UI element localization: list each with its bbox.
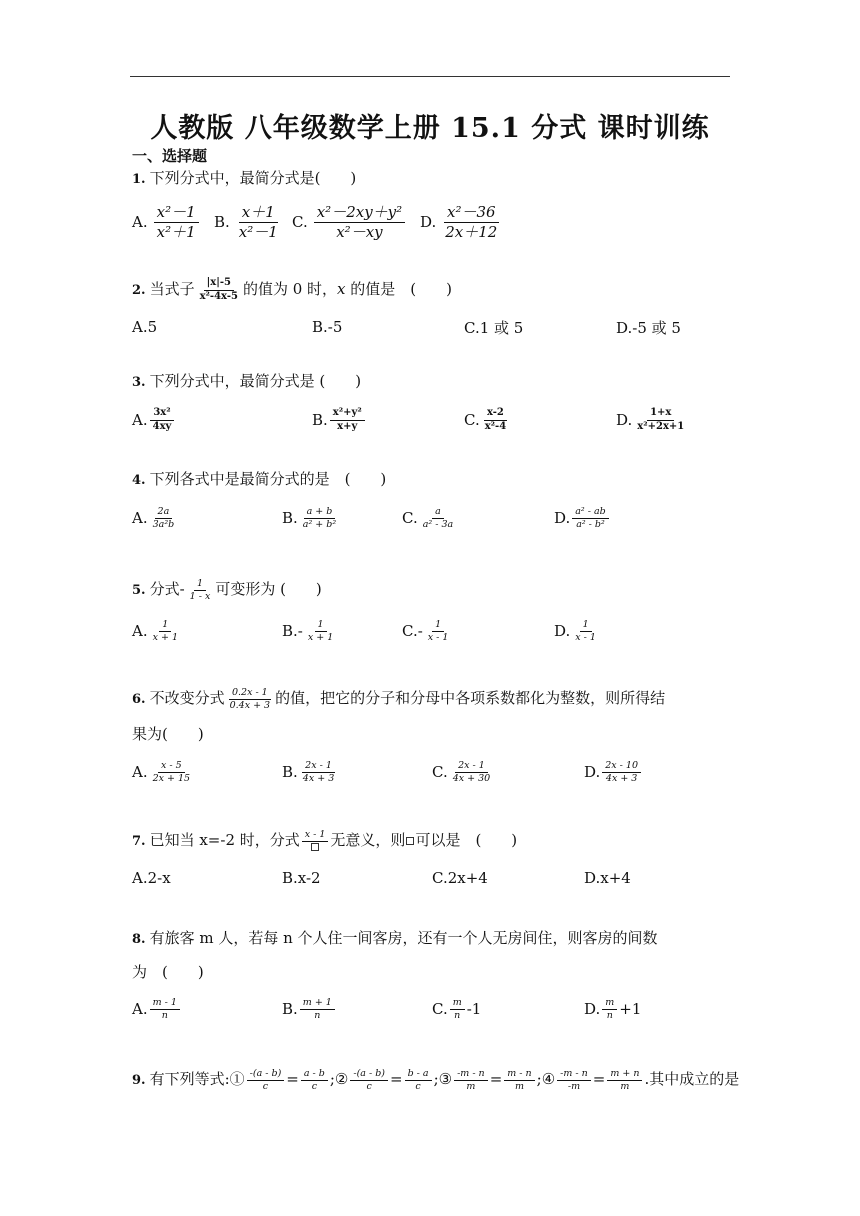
fraction: $\frac{a - b}{c}$ bbox=[301, 1068, 328, 1093]
fraction: $\frac{x+1}{\text{x²－1}}$ bbox=[238, 202, 278, 241]
option-b[interactable]: B. $\frac{x+1}{\text{x²－1}}$ bbox=[214, 196, 283, 248]
option-c[interactable]: C. $\frac{2x - 1}{4x + 30}$ bbox=[432, 752, 495, 792]
option-c[interactable]: C.- $\frac{1}{x - 1}$ bbox=[402, 612, 453, 650]
blank-box-icon bbox=[311, 843, 319, 851]
fraction: $\frac{|x|-5}{\text{x²-4x-5}}$ bbox=[199, 277, 238, 302]
option-d[interactable]: D. $\frac{2x - 10}{4x + 3}$ bbox=[584, 752, 643, 792]
option-b[interactable]: B. $\frac{2x - 1}{4x + 3}$ bbox=[282, 752, 339, 792]
fraction: $\frac{m + 1}{n}$ bbox=[300, 997, 335, 1022]
header-rule bbox=[130, 76, 730, 77]
question-number: 6. bbox=[132, 692, 146, 707]
question-number: 9. bbox=[132, 1073, 146, 1088]
fraction: $\frac{m}{n}$ bbox=[602, 997, 617, 1022]
option-a[interactable]: A. $\frac{2a}{\text{3a²b}}$ bbox=[132, 498, 179, 538]
question-number: 2. bbox=[132, 283, 146, 298]
fraction: $\frac{-m - n}{m}$ bbox=[454, 1068, 488, 1093]
question-7: 7. 已知当 x=-2 时，分式 x - 1 无意义，则 可以是 ( ) bbox=[132, 823, 517, 859]
fraction: $\frac{2x - 1}{4x + 30}$ bbox=[452, 759, 491, 784]
fraction: $\frac{m + n}{m}$ bbox=[607, 1068, 642, 1093]
blank-box-icon bbox=[406, 837, 414, 845]
option-b[interactable]: B.-5 bbox=[312, 318, 343, 336]
option-d[interactable]: D.x+4 bbox=[584, 869, 631, 887]
question-text: 下列分式中，最简分式是 ( ) bbox=[149, 372, 362, 390]
question-number: 1. bbox=[132, 172, 146, 187]
question-3 bbox=[132, 371, 361, 393]
question-8-line2: 为 ( ) bbox=[132, 963, 204, 981]
question-number: 7. bbox=[132, 834, 146, 849]
fraction: $\frac{1}{x + 1}$ bbox=[152, 618, 179, 643]
option-b[interactable]: B. $\frac{\text{x²+y²}}{x+y}$ bbox=[312, 400, 367, 440]
fraction: $\frac{x - 5}{2x + 15}$ bbox=[152, 759, 191, 784]
fraction: $\frac{m - 1}{n}$ bbox=[150, 997, 180, 1022]
section-heading: 一、选择题 bbox=[132, 147, 208, 165]
question-6-line2: 果为( ) bbox=[132, 725, 204, 743]
fraction: $\frac{1+x}{\text{x²+2x+1}}$ bbox=[637, 407, 685, 432]
fraction: $\frac{1}{x - 1}$ bbox=[575, 618, 596, 643]
options-q8 bbox=[132, 990, 732, 1028]
options-q7 bbox=[132, 866, 732, 890]
fraction: $\frac{-(a - b)}{c}$ bbox=[247, 1068, 285, 1093]
option-a[interactable]: A. $\frac{\text{3x²}}{4xy}$ bbox=[132, 400, 176, 440]
option-d[interactable]: D.-5 或 5 bbox=[616, 318, 681, 337]
fraction: $\frac{m - n}{m}$ bbox=[504, 1068, 534, 1093]
option-b[interactable]: B.x-2 bbox=[282, 869, 321, 887]
question-5: 5. 分式- $\frac{1}{1 - x}$ 可变形为 ( ) bbox=[132, 577, 322, 602]
option-d[interactable]: D. $\frac{m}{n}$ +1 bbox=[584, 996, 642, 1021]
fraction: $\frac{-(a - b)}{c}$ bbox=[350, 1068, 388, 1093]
option-a[interactable]: A. $\frac{m - 1}{n}$ bbox=[132, 990, 182, 1028]
option-d[interactable]: D. $\frac{\text{x²－36}}{2x+12}$ bbox=[420, 196, 502, 248]
fraction: $\frac{\text{x²－36}}{2x+12}$ bbox=[445, 202, 498, 241]
fraction: $\frac{\text{x²－1}}{\text{x²＋1}}$ bbox=[154, 203, 199, 242]
fraction: $\frac{1}{1 - x}$ bbox=[189, 577, 211, 602]
option-d[interactable]: D. $\frac{1+x}{\text{x²+2x+1}}$ bbox=[616, 400, 689, 440]
option-a[interactable]: A.2-x bbox=[132, 869, 171, 887]
question-9: 9. 有下列等式:① $\frac{-(a - b)}{c}$ = $\frac{a - b}{c}$ ;② $\frac{-(a - b)}{c}$ = $\frac{b - a}{c}$ ;③ $\frac{-m - n}{m}$ = $\frac{m - n}{m}$ ;④ $\frac{-m - n}{-m}$ = $\frac{m + n}{m}$ .其中成立的是 bbox=[132, 1067, 740, 1092]
fraction: $\frac{0.2x - 1}{0.4x + 3}$ bbox=[229, 686, 271, 711]
fraction: $\frac{\text{x²－2xy＋y²}}{\text{x²－xy}}$ bbox=[314, 203, 405, 242]
option-b[interactable]: B. $\frac{a + b}{\text{a² + b²}}$ bbox=[282, 498, 341, 538]
option-c[interactable]: C. $\frac{a}{\text{a² - 3a}}$ bbox=[402, 498, 458, 538]
question-text: 下列各式中是最简分式的是 ( ) bbox=[149, 470, 387, 488]
fraction: $\frac{b - a}{c}$ bbox=[405, 1068, 432, 1093]
fraction: $\frac{-m - n}{-m}$ bbox=[557, 1068, 591, 1093]
question-number: 5. bbox=[132, 583, 146, 598]
option-a[interactable]: A. $\frac{\text{x²－1}}{\text{x²＋1}}$ bbox=[132, 196, 201, 248]
fraction: $\frac{\text{3x²}}{4xy}$ bbox=[150, 407, 175, 433]
fraction: $\frac{1}{x - 1}$ bbox=[427, 618, 449, 643]
option-a[interactable]: A. $\frac{x - 5}{2x + 15}$ bbox=[132, 752, 195, 792]
fraction: $\frac{a}{\text{a² - 3a}}$ bbox=[422, 505, 454, 530]
option-a[interactable]: A.5 bbox=[132, 318, 158, 336]
option-a[interactable]: A. $\frac{1}{x + 1}$ bbox=[132, 612, 183, 650]
option-c[interactable]: C.1 或 5 bbox=[464, 318, 524, 337]
question-1 bbox=[132, 168, 356, 190]
fraction: $\frac{\text{x²+y²}}{x+y}$ bbox=[330, 407, 365, 433]
question-6: 6. 不改变分式 $\frac{0.2x - 1}{0.4x + 3}$ 的值，把它的分子和分母中各项系数都化为整数，则所得结 bbox=[132, 686, 666, 711]
question-text: 下列分式中，最简分式是( ) bbox=[149, 169, 357, 187]
question-8: 8. 有旅客 m 人，若每 n 个人住一间客房，还有一个人无房间住，则客房的间数 bbox=[132, 929, 658, 947]
options-q4 bbox=[132, 498, 732, 538]
fraction: $\frac{2a}{\text{3a²b}}$ bbox=[152, 505, 175, 530]
fraction: $\frac{2x - 10}{4x + 3}$ bbox=[602, 760, 641, 785]
option-c[interactable]: C. $\frac{x-2}{\text{x²-4}}$ bbox=[464, 400, 511, 440]
question-number: 4. bbox=[132, 473, 146, 488]
options-q6 bbox=[132, 752, 732, 792]
question-number: 3. bbox=[132, 375, 146, 390]
option-c[interactable]: C. $\frac{\text{x²－2xy＋y²}}{\text{x²－xy}}$ bbox=[292, 196, 407, 248]
fraction: $\frac{a + b}{\text{a² + b²}}$ bbox=[302, 505, 337, 530]
option-d[interactable]: D. $\frac{\text{a² - ab}}{\text{a² - b²}}$ bbox=[554, 498, 611, 538]
page-title: 人教版 八年级数学上册 15.1 分式 课时训练 bbox=[150, 113, 710, 144]
options-q3 bbox=[132, 400, 732, 440]
question-number: 8. bbox=[132, 932, 146, 947]
fraction: $\frac{1}{x + 1}$ bbox=[307, 618, 334, 643]
fraction: $\frac{\text{a² - ab}}{\text{a² - b²}}$ bbox=[572, 506, 608, 531]
option-c[interactable]: C. $\frac{m}{n}$ -1 bbox=[432, 996, 482, 1021]
question-4 bbox=[132, 469, 386, 491]
fraction: $\frac{2x - 1}{4x + 3}$ bbox=[302, 759, 335, 784]
option-b[interactable]: B.- $\frac{1}{x + 1}$ bbox=[282, 612, 338, 650]
option-c[interactable]: C.2x+4 bbox=[432, 869, 488, 887]
question-2: 2. 当式子 $\frac{|x|-5}{\text{x²-4x-5}}$ 的值为 0 时，x 的值是 ( ) bbox=[132, 277, 452, 302]
option-d[interactable]: D. $\frac{1}{x - 1}$ bbox=[554, 612, 601, 650]
fraction: $\frac{m}{n}$ bbox=[450, 997, 465, 1022]
options-q5 bbox=[132, 612, 732, 650]
options-q2 bbox=[132, 314, 732, 340]
options-q1 bbox=[132, 196, 732, 248]
fraction: $\frac{x-2}{\text{x²-4}}$ bbox=[484, 407, 507, 432]
fraction: x - 1 bbox=[302, 829, 329, 854]
option-b[interactable]: B. $\frac{m + 1}{n}$ bbox=[282, 990, 337, 1028]
